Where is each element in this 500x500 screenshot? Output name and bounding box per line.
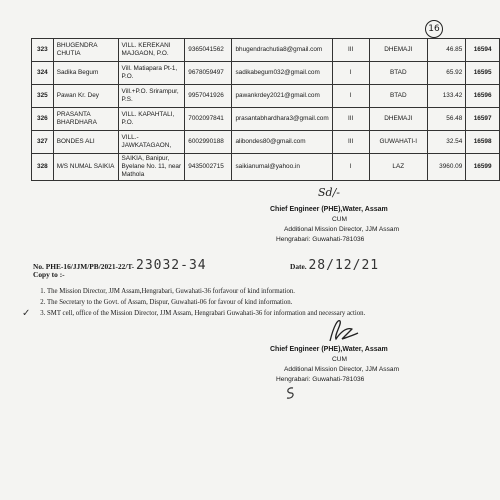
- signatory-line-1: Additional Mission Director, JJM Assam: [284, 366, 400, 373]
- initials-mark: [283, 385, 297, 401]
- copy-to-item: 3. SMT cell, office of the Mission Director, JJM Assam, Hengrabari Guwahati-36 for information and necessary action.: [47, 308, 365, 319]
- memo-ref-number: 23032-34: [136, 258, 207, 273]
- cell-phone: 7002097841: [185, 108, 232, 131]
- signatory-cum: CUM: [332, 356, 348, 363]
- copy-to-list: [33, 286, 365, 319]
- cell-amount: 3960.09: [427, 154, 465, 181]
- cell-phone: 9435002715: [185, 154, 232, 181]
- cell-email: saikianumal@yahoo.in: [232, 154, 332, 181]
- cell-phone: 6002990188: [185, 131, 232, 154]
- cell-address: Vill.+P.O. Srirampur, P.S.: [118, 85, 185, 108]
- table-row: [32, 131, 500, 154]
- cell-amount: 56.48: [427, 108, 465, 131]
- cell-name: Pawan Kr. Dey: [53, 85, 118, 108]
- cell-category: III: [332, 131, 369, 154]
- cell-id: 16595: [466, 62, 500, 85]
- cell-address: VILL. KAPAHTALI, P.O.: [118, 108, 185, 131]
- table-row: [32, 39, 500, 62]
- signatory-cum: CUM: [332, 216, 348, 223]
- cell-district: GUWAHATI-I: [369, 131, 427, 154]
- memo-date-value: 28/12/21: [308, 258, 380, 273]
- memo-date: [290, 258, 379, 273]
- signature-block-1: [270, 205, 399, 245]
- table-row: [32, 154, 500, 181]
- table-row: [32, 85, 500, 108]
- cell-amount: 65.92: [427, 62, 465, 85]
- memo-date-label: Date.: [290, 262, 307, 271]
- cell-amount: 46.85: [427, 39, 465, 62]
- cell-category: I: [332, 154, 369, 181]
- cell-id: 16596: [466, 85, 500, 108]
- cell-email: prasantabhardhara3@gmail.com: [232, 108, 332, 131]
- cell-district: DHEMAJI: [369, 39, 427, 62]
- cell-serial: 323: [32, 39, 54, 62]
- cell-district: BTAD: [369, 85, 427, 108]
- cell-category: III: [332, 39, 369, 62]
- signatory-line-1: Additional Mission Director, JJM Assam: [284, 226, 400, 233]
- cell-district: BTAD: [369, 62, 427, 85]
- cell-email: sadikabegum032@gmail.com: [232, 62, 332, 85]
- cell-amount: 32.54: [427, 131, 465, 154]
- cell-address: VILL. KEREKANI MAJGAON, P.O.: [118, 39, 185, 62]
- copy-to-label: Copy to :-: [33, 270, 65, 279]
- memo-ref-label: No. PHE-16/JJM/PB/2021-22/T-: [33, 262, 135, 271]
- cell-id: 16594: [466, 39, 500, 62]
- cell-email: pawankrdey2021@gmail.com: [232, 85, 332, 108]
- cell-phone: 9957041926: [185, 85, 232, 108]
- copy-to-item: 1. The Mission Director, JJM Assam,Hengrabari, Guwahati-36 forfavour of kind information.: [47, 286, 365, 297]
- cell-serial: 326: [32, 108, 54, 131]
- cell-name: Sadika Begum: [53, 62, 118, 85]
- checkmark-icon: ✓: [22, 308, 31, 319]
- cell-id: 16599: [466, 154, 500, 181]
- cell-name: BONDES ALI: [53, 131, 118, 154]
- cell-district: DHEMAJI: [369, 108, 427, 131]
- cell-phone: 9365041562: [185, 39, 232, 62]
- signatory-title: Chief Engineer (PHE),Water, Assam: [270, 346, 388, 353]
- signatory-title: Chief Engineer (PHE),Water, Assam: [270, 206, 388, 213]
- cell-category: I: [332, 85, 369, 108]
- signature-block-2: [270, 345, 399, 385]
- cell-district: LAZ: [369, 154, 427, 181]
- page-number: 16: [425, 20, 443, 38]
- cell-phone: 9678059497: [185, 62, 232, 85]
- cell-serial: 324: [32, 62, 54, 85]
- cell-email: alibondes80@gmail.com: [232, 131, 332, 154]
- cell-serial: 327: [32, 131, 54, 154]
- cell-category: III: [332, 108, 369, 131]
- handwritten-signature: [322, 315, 362, 345]
- cell-serial: 328: [32, 154, 54, 181]
- cell-name: M/S NUMAL SAIKIA: [53, 154, 118, 181]
- signatory-line-2: Hengrabari: Guwahati-781036: [276, 376, 365, 383]
- table-row: [32, 108, 500, 131]
- cell-name: BHUGENDRA CHUTIA: [53, 39, 118, 62]
- beneficiary-table: [31, 38, 500, 181]
- cell-email: bhugendrachutia8@gmail.com: [232, 39, 332, 62]
- cell-address: Vill. Matiapara Pt-1, P.O.: [118, 62, 185, 85]
- cell-category: I: [332, 62, 369, 85]
- table-row: [32, 62, 500, 85]
- copy-to-item: 2. The Secretary to the Govt. of Assam, Dispur, Guwahati-06 for favour of kind information.: [47, 297, 365, 308]
- cell-address: SAIKIA, Banipur, Byelane No. 11, near Mathola: [118, 154, 185, 181]
- cell-amount: 133.42: [427, 85, 465, 108]
- cell-address: VILL.- JAWKATAGAON,: [118, 131, 185, 154]
- cell-id: 16598: [466, 131, 500, 154]
- cell-name: PRASANTA BHARDHARA: [53, 108, 118, 131]
- cell-id: 16597: [466, 108, 500, 131]
- signatory-line-2: Hengrabari: Guwahati-781036: [276, 236, 365, 243]
- signature-mark: Sd/-: [318, 186, 340, 199]
- cell-serial: 325: [32, 85, 54, 108]
